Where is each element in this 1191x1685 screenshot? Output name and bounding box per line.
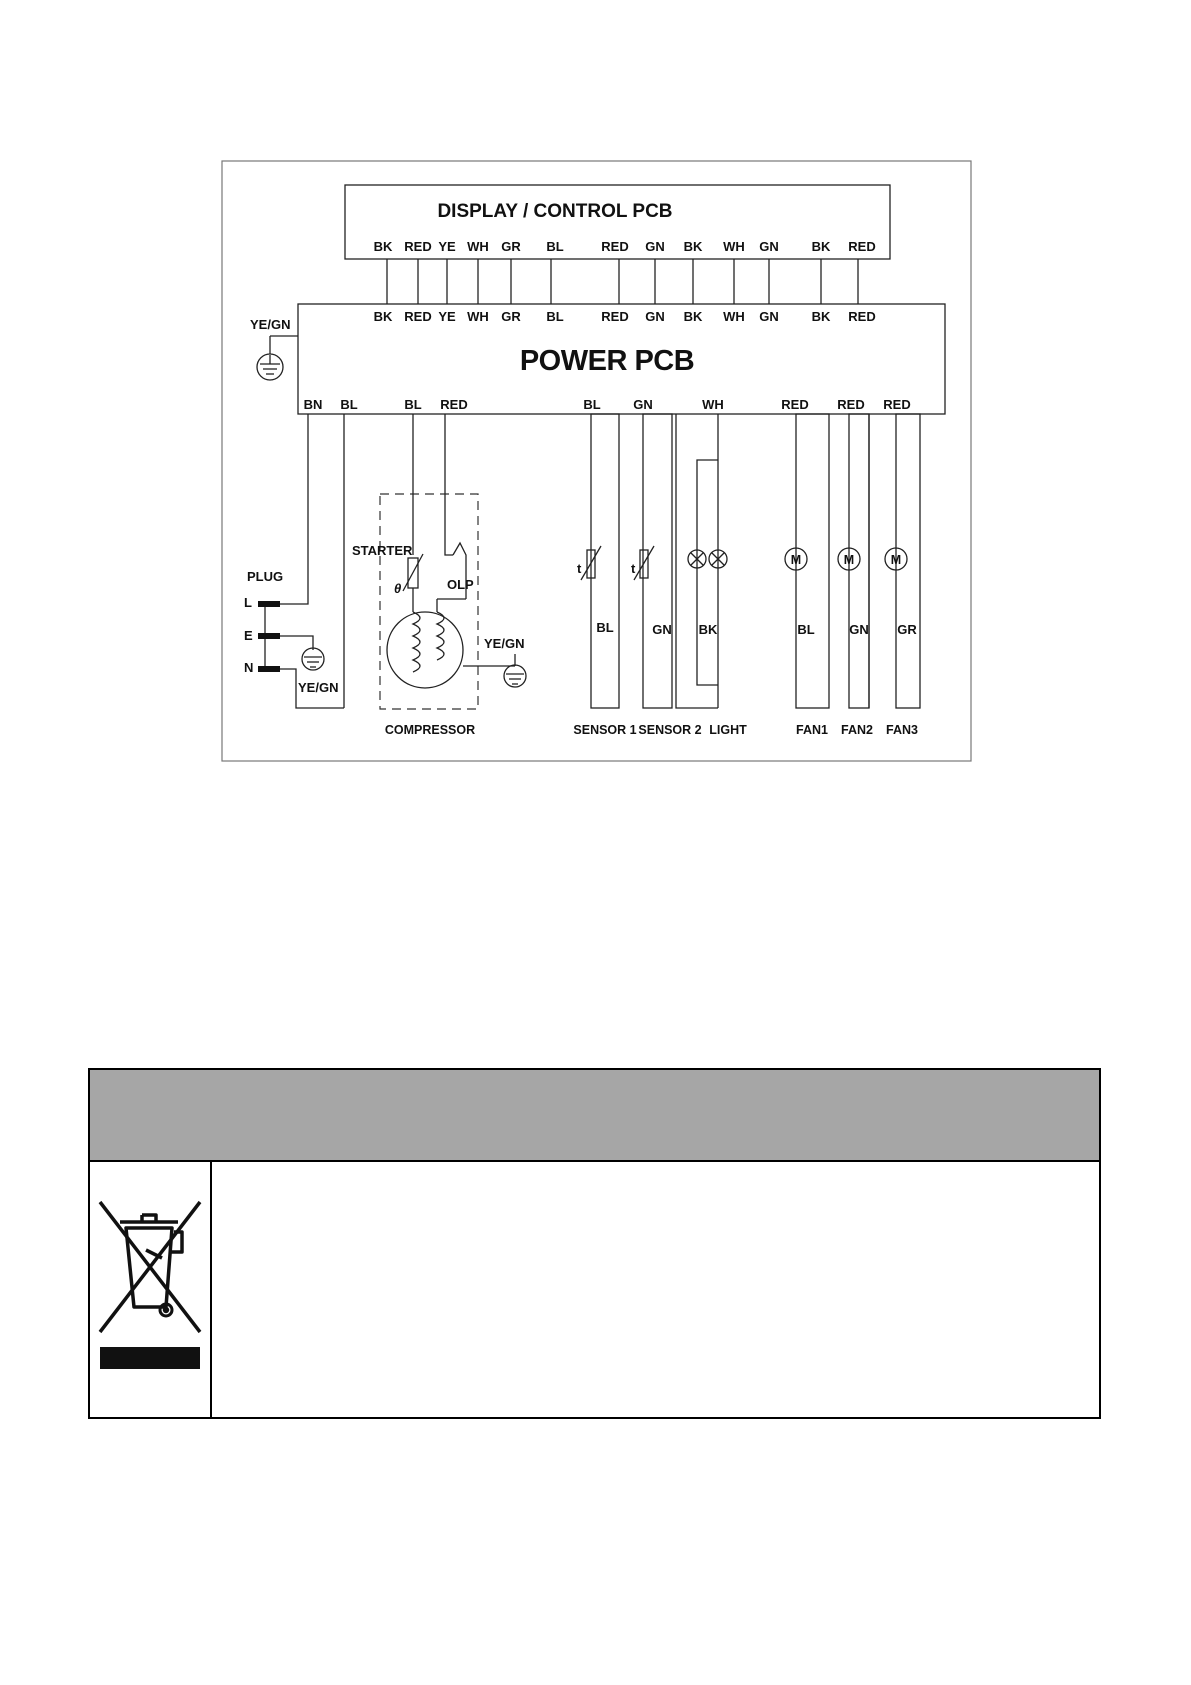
plug-contact-l xyxy=(258,601,280,607)
sensor-2-symbol: t xyxy=(631,561,636,576)
pcb-interconnect-wires xyxy=(387,259,858,304)
display-pin-label: GR xyxy=(501,239,521,254)
weee-header-bar xyxy=(90,1070,1099,1162)
load-names xyxy=(573,723,918,737)
power-top-pin-label: WH xyxy=(467,309,489,324)
plug-pin-l: L xyxy=(244,595,252,610)
power-top-pin-label: RED xyxy=(848,309,876,324)
load-wire-label: BK xyxy=(698,622,718,637)
compressor-dashed-outline xyxy=(380,494,478,709)
load-name-sensor-2: SENSOR 2 xyxy=(638,723,702,737)
display-pin-label: RED xyxy=(404,239,432,254)
plug-pin-e: E xyxy=(244,628,253,643)
power-top-pin-label: GN xyxy=(759,309,779,324)
starter-ptc-icon xyxy=(394,554,423,596)
weee-icon-cell xyxy=(90,1162,212,1417)
display-pin-label: BK xyxy=(373,239,393,254)
pcb-ground-icon xyxy=(257,336,298,380)
sensor-2-circuit xyxy=(631,414,672,708)
power-top-pin-label: BK xyxy=(683,309,703,324)
plug-earth-wire-label: YE/GN xyxy=(298,680,339,695)
weee-text-cell xyxy=(212,1162,1099,1417)
display-pin-label: WH xyxy=(723,239,745,254)
load-wire-label: BL xyxy=(797,622,815,637)
load-name-light: LIGHT xyxy=(709,723,747,737)
power-top-pin-label: YE xyxy=(438,309,456,324)
plug-contact-e xyxy=(258,633,280,639)
fan-2-motor-symbol: M xyxy=(843,553,855,567)
plug-wiring xyxy=(265,414,344,708)
power-top-pin-label: RED xyxy=(404,309,432,324)
display-pin-label: GN xyxy=(645,239,665,254)
load-name-sensor-1: SENSOR 1 xyxy=(573,723,637,737)
power-top-pin-label: BK xyxy=(811,309,831,324)
load-wire-label: GN xyxy=(652,622,672,637)
compressor-ground-icon xyxy=(463,654,526,687)
power-top-pin-label: WH xyxy=(723,309,745,324)
plug-pins xyxy=(244,595,280,675)
power-bottom-pin-label: RED xyxy=(837,397,865,412)
display-pin-label: RED xyxy=(848,239,876,254)
display-pin-label: GN xyxy=(759,239,779,254)
power-bottom-pin-label: BL xyxy=(583,397,601,412)
fan-3-motor-symbol: M xyxy=(890,553,902,567)
fan-2-circuit xyxy=(838,414,869,708)
sensor-1-symbol: t xyxy=(577,561,582,576)
load-name-fan-1: FAN1 xyxy=(796,723,828,737)
display-pin-label: BL xyxy=(546,239,564,254)
sensor-1-circuit xyxy=(577,414,619,708)
power-bottom-pin-label: GN xyxy=(633,397,653,412)
power-bottom-pin-label: BL xyxy=(404,397,422,412)
crossed-out-wheelie-bin-icon xyxy=(90,1162,212,1417)
light-circuit xyxy=(676,414,727,708)
compressor-wiring xyxy=(413,414,466,566)
power-top-pin-label: GN xyxy=(645,309,665,324)
load-name-fan-2: FAN2 xyxy=(841,723,873,737)
load-wire-label: GR xyxy=(897,622,917,637)
display-pcb-title: DISPLAY / CONTROL PCB xyxy=(437,201,673,222)
fan-1-circuit xyxy=(785,414,829,708)
load-wire-label: BL xyxy=(596,620,614,635)
power-top-pin-label: BK xyxy=(373,309,393,324)
plug-pin-n: N xyxy=(244,660,254,675)
olp-label: OLP xyxy=(447,577,474,592)
power-pcb-title: POWER PCB xyxy=(519,345,695,377)
starter-theta-symbol: θ xyxy=(394,581,402,596)
power-bottom-pin-label: RED xyxy=(883,397,911,412)
display-pin-label: YE xyxy=(438,239,456,254)
power-bottom-pin-label: BN xyxy=(303,397,323,412)
pcb-ground-label: YE/GN xyxy=(250,317,291,332)
fan-1-motor-symbol: M xyxy=(790,553,802,567)
power-top-pin-label: RED xyxy=(601,309,629,324)
display-pin-label: BK xyxy=(683,239,703,254)
power-bottom-pin-label: BL xyxy=(340,397,358,412)
display-pin-label: WH xyxy=(467,239,489,254)
power-bottom-pin-label: RED xyxy=(440,397,468,412)
plug-ground-icon xyxy=(302,648,324,670)
fan-3-circuit xyxy=(869,414,920,708)
compressor-label: COMPRESSOR xyxy=(384,723,476,737)
compressor-ground-label: YE/GN xyxy=(484,636,525,651)
weee-disposal-box xyxy=(88,1068,1101,1419)
plug-label: PLUG xyxy=(247,569,284,584)
power-top-pin-label: GR xyxy=(501,309,521,324)
load-wire-label: GN xyxy=(849,622,869,637)
power-bottom-pin-label: RED xyxy=(781,397,809,412)
power-top-pin-label: BL xyxy=(546,309,564,324)
display-pin-label: RED xyxy=(601,239,629,254)
display-pin-label: BK xyxy=(811,239,831,254)
plug-contact-n xyxy=(258,666,280,672)
starter-label: STARTER xyxy=(352,543,413,558)
load-name-fan-3: FAN3 xyxy=(886,723,918,737)
power-bottom-pin-label: WH xyxy=(702,397,724,412)
